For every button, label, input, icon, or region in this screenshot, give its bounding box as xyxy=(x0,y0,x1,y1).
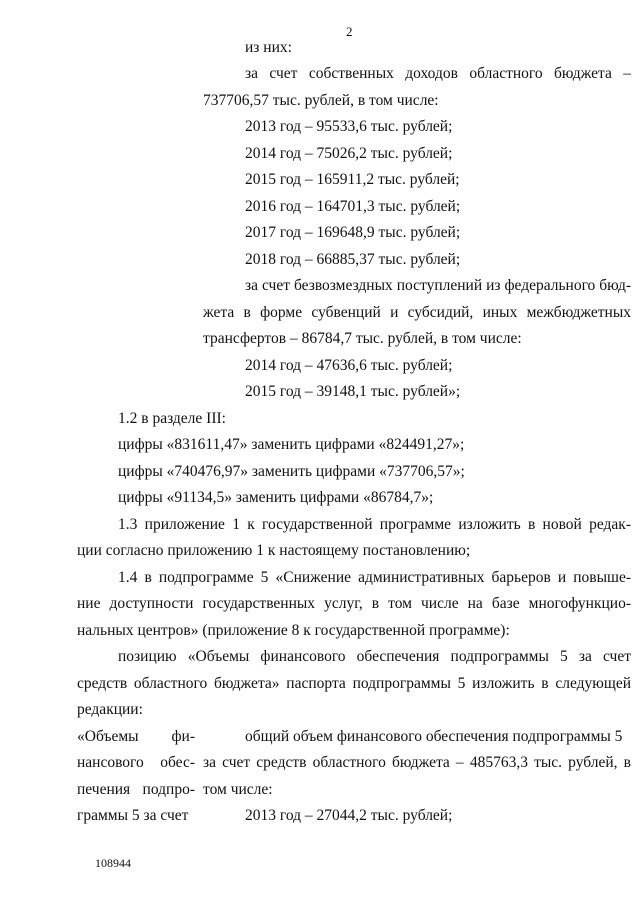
text-line: нальных центров» (приложение 8 к государственной программе): xyxy=(77,622,510,639)
text-line: из них: xyxy=(245,39,292,56)
text-line: 2018 год – 66885,37 тыс. рублей; xyxy=(245,251,461,268)
text-line: 737706,57 тыс. рублей, в том числе: xyxy=(203,92,439,109)
text-line: жета в форме субвенций и субсидий, иных межбюджетных xyxy=(203,304,631,321)
text-line: 2017 год – 169648,9 тыс. рублей; xyxy=(245,224,461,241)
text-line: ние доступности государственных услуг, в том числе на базе многофункцио- xyxy=(77,595,631,612)
table-right-cell-line: общий объем финансового обеспечения подпрограммы 5 xyxy=(245,728,623,745)
text-line: 2013 год – 95533,6 тыс. рублей; xyxy=(245,118,453,135)
text-line: ции согласно приложению 1 к настоящему постановлению; xyxy=(77,542,471,559)
table-left-cell-line: «Объемы фи- xyxy=(77,728,195,745)
text-line: за счет безвозмездных поступлений из федерального бюд- xyxy=(245,277,631,294)
text-line: за счет собственных доходов областного бюджета – xyxy=(245,65,631,82)
text-line: редакции: xyxy=(77,701,143,718)
text-line: 2014 год – 75026,2 тыс. рублей; xyxy=(245,145,453,162)
table-right-cell-line: том числе: xyxy=(203,781,273,798)
text-line: позицию «Объемы финансового обеспечения подпрограммы 5 за счет xyxy=(118,648,631,665)
text-line: 2015 год – 39148,1 тыс. рублей»; xyxy=(245,383,461,400)
table-left-cell-line: граммы 5 за счет xyxy=(77,807,189,824)
text-line: 1.4 в подпрограмме 5 «Снижение административных барьеров и повыше- xyxy=(118,569,631,586)
table-left-cell-line: нансового обес- xyxy=(77,754,195,771)
text-line: 2015 год – 165911,2 тыс. рублей; xyxy=(245,171,460,188)
text-line: трансфертов – 86784,7 тыс. рублей, в том числе: xyxy=(203,330,522,347)
page-number: 2 xyxy=(346,24,353,39)
text-line: цифры «831611,47» заменить цифрами «824491,27»; xyxy=(118,436,465,453)
table-right-cell-line: за счет средств областного бюджета – 485763,3 тыс. рублей, в xyxy=(203,754,631,771)
table-left-cell-line: печения подпро- xyxy=(77,781,195,798)
text-line: 2014 год – 47636,6 тыс. рублей; xyxy=(245,357,453,374)
text-line: средств областного бюджета» паспорта подпрограммы 5 изложить в следующей xyxy=(77,675,631,692)
text-line: цифры «91134,5» заменить цифрами «86784,7»; xyxy=(118,489,434,506)
text-line: 2016 год – 164701,3 тыс. рублей; xyxy=(245,198,461,215)
table-right-cell-line: 2013 год – 27044,2 тыс. рублей; xyxy=(245,807,453,824)
document-code: 108944 xyxy=(95,856,131,870)
text-line: цифры «740476,97» заменить цифрами «737706,57»; xyxy=(118,463,465,480)
text-line: 1.3 приложение 1 к государственной программе изложить в новой редак- xyxy=(118,516,631,533)
text-line: 1.2 в разделе III: xyxy=(118,410,226,427)
